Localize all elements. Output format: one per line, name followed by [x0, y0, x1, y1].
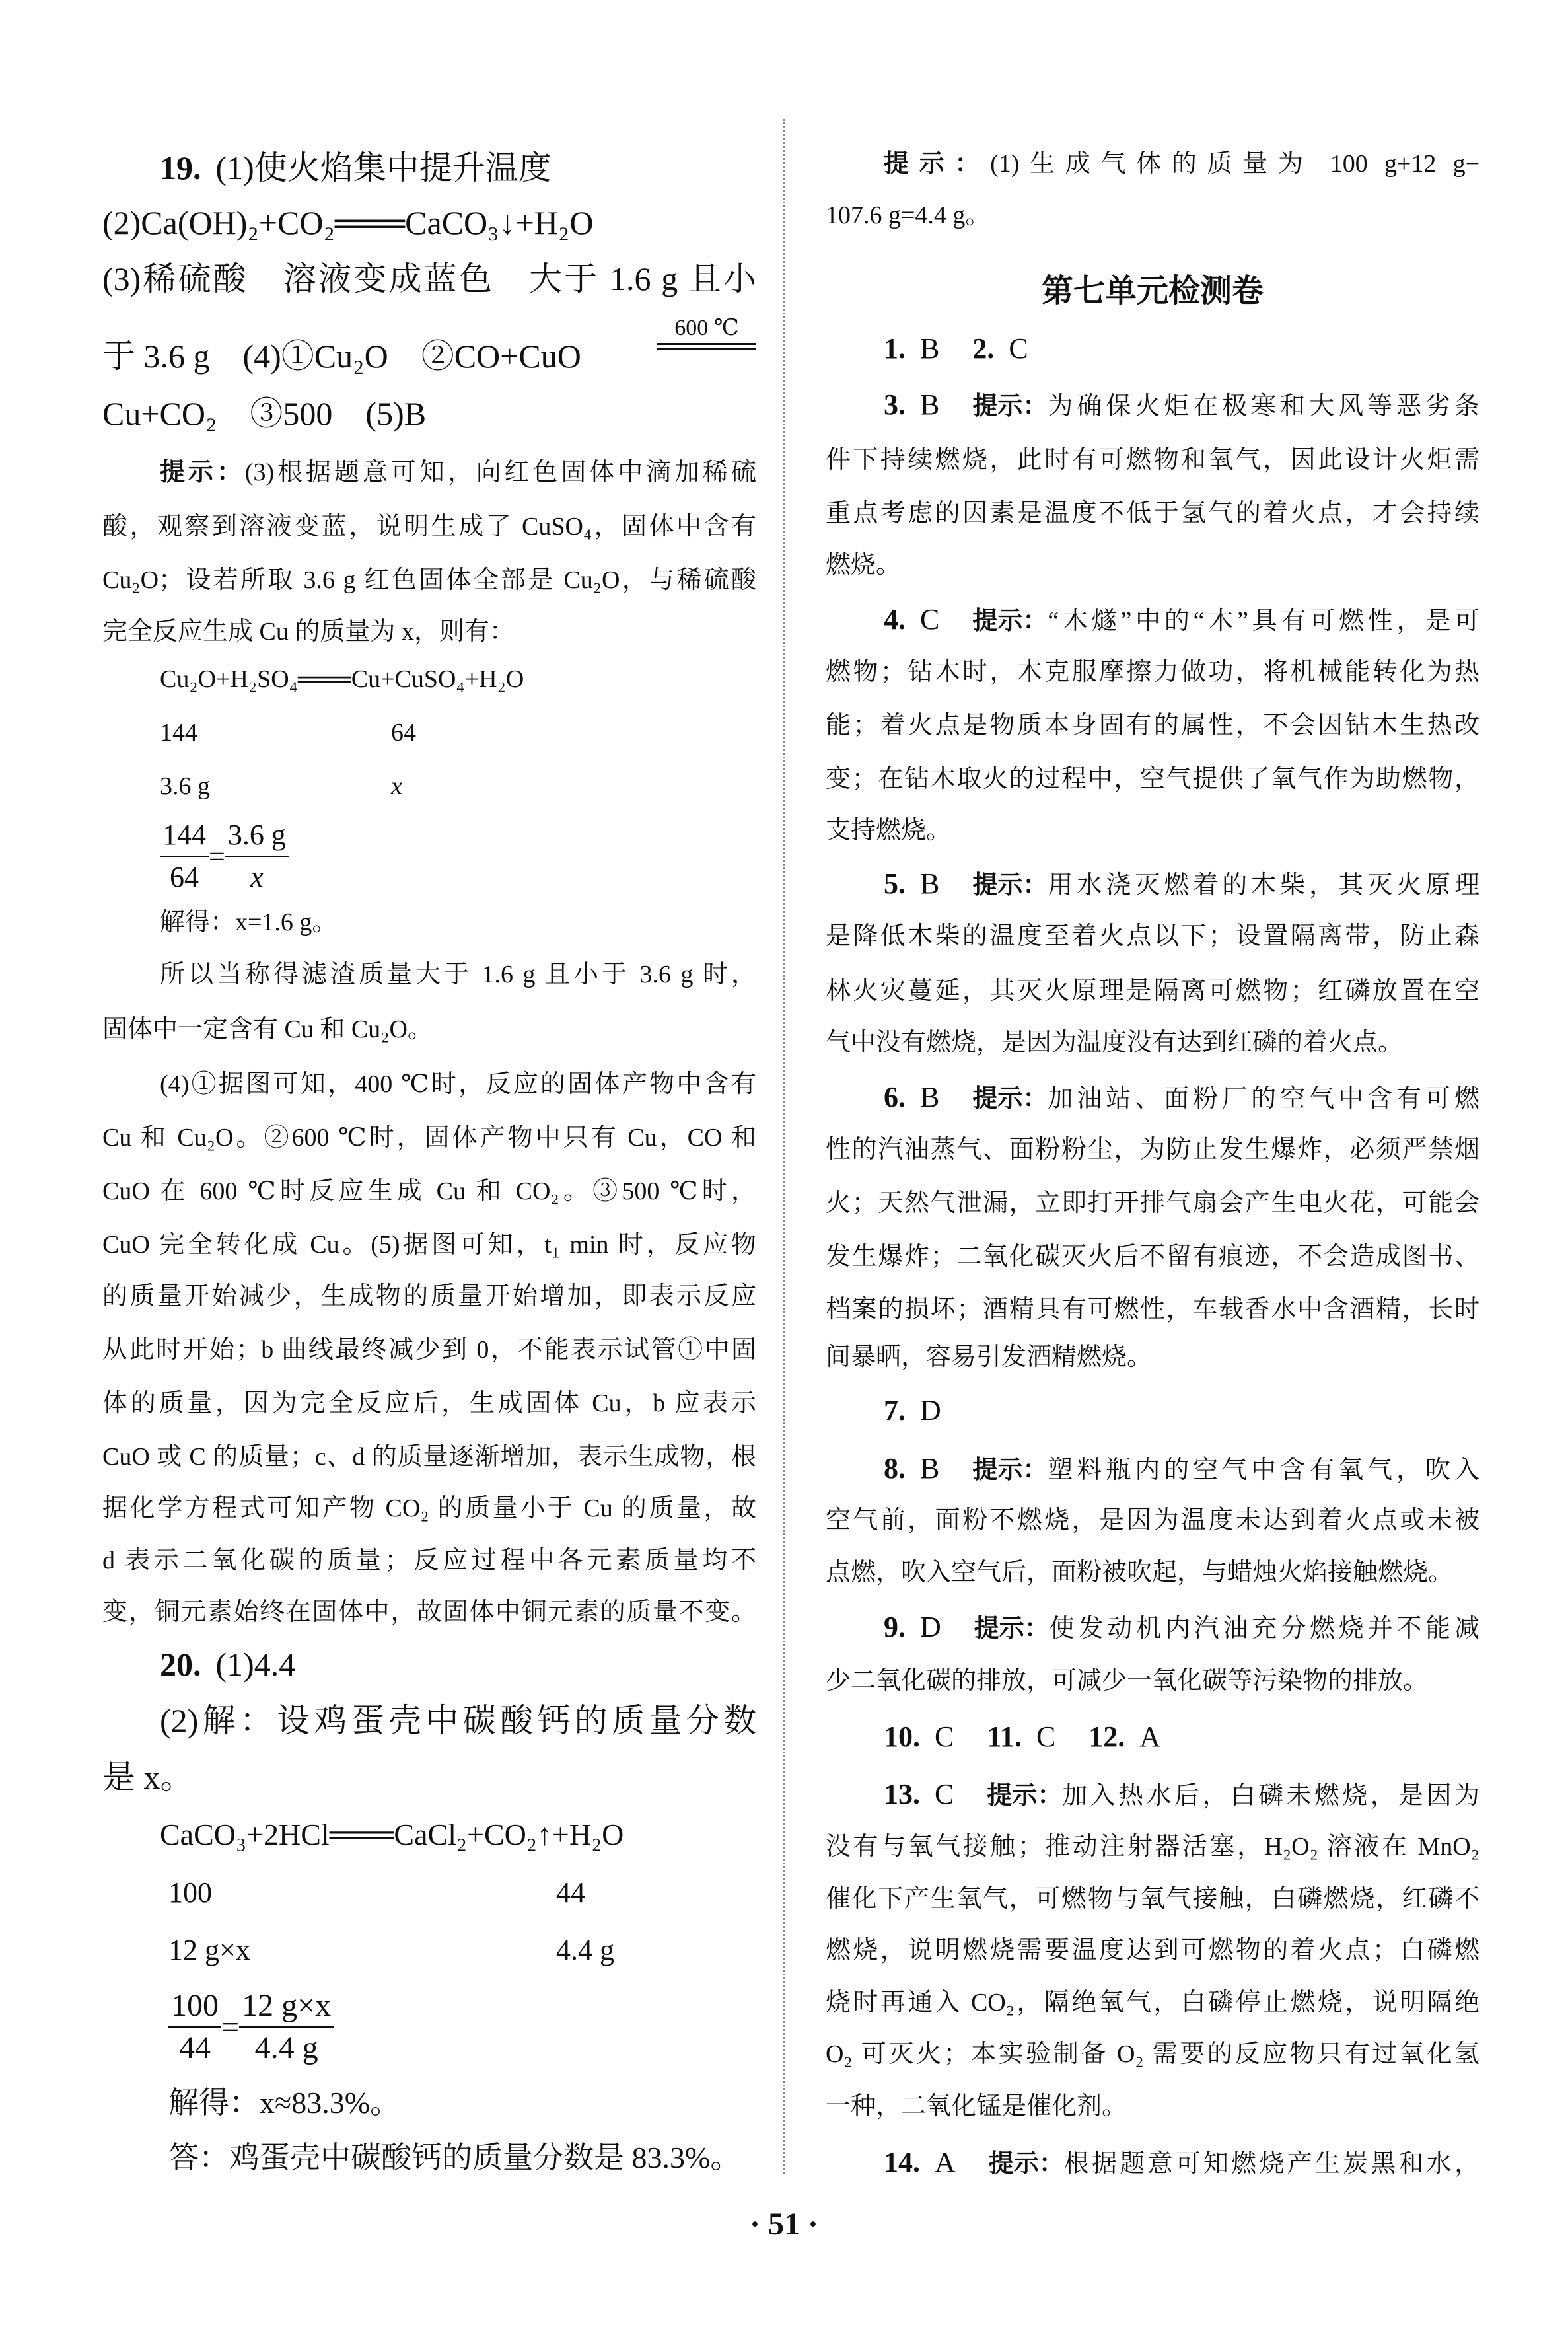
hint-line: 气中没有燃烧，是因为温度没有达到红磷的着火点。	[826, 1029, 1404, 1056]
hint-line: 能；着火点是物质本身固有的属性，不会因钻木生热改	[826, 712, 1479, 739]
hint-line: 档案的损坏；酒精具有可燃性，车载香水中含酒精，长时	[826, 1296, 1479, 1323]
hint-label: 提示：	[987, 1781, 1063, 1810]
hint-line: O₂ 可灭火；本实验制备 O₂ 需要的反应物只有过氧化氢	[826, 2040, 1479, 2068]
q4-line	[826, 593, 1479, 646]
q13-line	[826, 1768, 1479, 1821]
hint-label: 提示：	[972, 606, 1048, 635]
answers-row-1-2	[826, 322, 1479, 375]
answer-choice: C	[935, 1720, 954, 1753]
denominator: 4.4 g	[254, 2030, 318, 2065]
answer-choice: A	[935, 2146, 956, 2178]
q6-line	[826, 1071, 1479, 1124]
hint-line: 林火灾蔓延，其灭火原理是隔离可燃物；红磷放置在空	[826, 977, 1479, 1005]
q20-part2-cont: 是 x。	[102, 1759, 194, 1796]
q20-part1	[102, 1638, 756, 1691]
q14-line	[826, 2136, 1479, 2189]
hint-line: 点燃，吹入空气后，面粉被吹起，与蜡烛火焰接触燃烧。	[826, 1559, 1454, 1586]
answer-choice: C	[1036, 1720, 1056, 1753]
hint-text: 用水浇灭燃着的木柴，其灭火原理	[1048, 871, 1479, 899]
question-number: 8.	[884, 1452, 906, 1485]
hint-line: 催化下产生氧气，可燃物与氧气接触，白磷燃烧，红磷不	[826, 1885, 1479, 1913]
hint-label: 提示：	[972, 870, 1048, 899]
hint-line: 火；天然气泄漏，立即打开排气扇会产生电火花，可能会	[826, 1189, 1479, 1217]
q19-solve: 解得：x=1.6 g。	[160, 908, 338, 936]
q20-answer: 答：鸡蛋壳中碳酸钙的质量分数是 83.3%。	[168, 2141, 741, 2174]
column-divider	[783, 119, 785, 2174]
hint-label: 提示：	[972, 1084, 1048, 1113]
hint-line: 一种，二氧化锰是催化剂。	[826, 2092, 1127, 2120]
fraction-left	[168, 1985, 221, 2069]
q19-text-line: CuO 或 C 的质量；c、d 的质量逐渐增加，表示生成物，根	[102, 1443, 756, 1471]
answer-choice: B	[920, 867, 940, 900]
answer-choice: C	[1009, 332, 1028, 365]
hint-line: 是降低木柴的温度至着火点以下；设置隔离带，防止森	[826, 922, 1479, 950]
question-number: 9.	[884, 1611, 906, 1643]
page-number: · 51 ·	[749, 2207, 818, 2242]
q3-line	[826, 379, 1479, 431]
q20-equation: CaCO₃+2HCl═══CaCl₂+CO₂↑+H₂O	[160, 1818, 624, 1851]
hint-line: 性的汽油蒸气、面粉粉尘，为防止发生爆炸，必须严禁烟	[826, 1136, 1479, 1163]
ratio-value: 12 g×x	[168, 1934, 250, 1966]
q19-text-line: Cu 和 Cu₂O。②600 ℃时，固体产物中只有 Cu，CO 和	[102, 1124, 756, 1152]
hint-text: (1)生成气体的质量为 100 g+12 g−	[990, 150, 1479, 178]
equals-sign: =	[209, 840, 225, 873]
q5-line	[826, 858, 1479, 910]
fraction-right	[239, 1985, 334, 2069]
q19-equation: Cu₂O+H₂SO₄═══Cu+CuSO₄+H₂O	[160, 665, 524, 693]
answer-text: 于 3.6 g (4)①Cu₂O ②CO+CuO	[102, 338, 581, 375]
ratio-value: 3.6 g	[160, 772, 210, 800]
hint-label: 提示：	[974, 1613, 1050, 1642]
ratio-value: x	[391, 772, 402, 800]
answer-choice: B	[920, 1081, 940, 1113]
ratio-value: 100	[168, 1876, 212, 1909]
hint-line: 燃烧，说明燃烧需要温度达到可燃物的着火点；白磷燃	[826, 1937, 1479, 1964]
hint-label: 提示：	[988, 2149, 1064, 2178]
question-number: 14.	[884, 2146, 920, 2178]
reaction-condition: 600 ℃	[674, 316, 739, 340]
q19-hint-line	[102, 445, 756, 498]
q19-ratio-row	[102, 760, 756, 813]
hint-text: (3)根据题意可知，向红色固体中滴加稀硫	[244, 459, 756, 486]
reaction-condition-sign	[657, 315, 756, 350]
q20-proportion-fraction	[168, 1985, 334, 2069]
q19-hint-line: 完全反应生成 Cu 的质量为 x，则有：	[102, 618, 515, 646]
q19-text-line: 变，铜元素始终在固体中，故固体中铜元素的质量不变。	[102, 1598, 756, 1626]
q20-part2: (2)解：设鸡蛋壳中碳酸钙的质量分数	[160, 1702, 756, 1739]
answer-choice: D	[920, 1611, 941, 1643]
q19-text-line: 固体中一定含有 Cu 和 Cu₂O。	[102, 1015, 433, 1043]
q19-hint-line: 酸，观察到溶液变蓝，说明生成了 CuSO₄，固体中含有	[102, 513, 756, 540]
numerator: 12 g×x	[239, 1985, 334, 2028]
denominator: 64	[170, 861, 199, 893]
q20-hint-line	[826, 137, 1479, 190]
q19-part4	[102, 316, 756, 383]
answer-choice: A	[1139, 1720, 1161, 1753]
hint-line: 间暴晒，容易引发酒精燃烧。	[826, 1343, 1153, 1371]
section-title: 第七单元检测卷	[1041, 272, 1264, 309]
ratio-value: 4.4 g	[556, 1934, 614, 1966]
answers-row-10-12	[826, 1711, 1479, 1763]
q19-part2-equation: (2)Ca(OH)₂+CO₂═══CaCO₃↓+H₂O	[102, 204, 594, 241]
answer-text: (1)4.4	[215, 1646, 296, 1683]
question-number: 6.	[884, 1081, 906, 1113]
question-number: 5.	[884, 867, 906, 900]
hint-line: 变；在钻木取火的过程中，空气提供了氧气作为助燃物，	[826, 765, 1479, 793]
q19-ratio-row	[102, 706, 756, 759]
answer-choice: C	[935, 1778, 954, 1810]
q19-text-line: 的质量开始减少，生成物的质量开始增加，即表示反应	[102, 1282, 756, 1310]
hint-line: 烧时再通入 CO₂，隔绝氧气，白磷停止燃烧，说明隔绝	[826, 1989, 1479, 2016]
fraction-right	[225, 815, 289, 898]
hint-text: 使发动机内汽油充分燃烧并不能减	[1049, 1615, 1479, 1642]
hint-text: 加入热水后，白磷未燃烧，是因为	[1062, 1782, 1479, 1810]
question-number: 3.	[884, 388, 906, 421]
q19-text-line: 从此时开始；b 曲线最终减少到 0，不能表示试管①中固	[102, 1336, 756, 1364]
question-number: 4.	[884, 603, 906, 636]
question-number: 10.	[884, 1720, 920, 1753]
denominator: x	[250, 861, 264, 893]
question-number: 2.	[972, 332, 995, 365]
question-number: 19.	[160, 149, 201, 186]
q20-solve: 解得：x≈83.3%。	[168, 2086, 401, 2120]
hint-line: 燃烧。	[826, 551, 902, 579]
q19-text-line: (4)①据图可知，400 ℃时，反应的固体产物中含有	[160, 1070, 756, 1098]
hint-label: 提示：	[160, 457, 245, 486]
q9-line	[826, 1601, 1479, 1654]
q19-text-line: 体的质量，因为完全反应后，生成固体 Cu，b 应表示	[102, 1389, 756, 1417]
q19-hint-line: Cu₂O；设若所取 3.6 g 红色固体全部是 Cu₂O，与稀硫酸	[102, 566, 756, 594]
q19-text-line: CuO 完全转化成 Cu。(5)据图可知，t₁ min 时，反应物	[102, 1231, 756, 1259]
q19-text-line: 据化学方程式可知产物 CO₂ 的质量小于 Cu 的质量，故	[102, 1495, 756, 1522]
q8-line	[826, 1442, 1479, 1495]
question-number: 20.	[160, 1646, 201, 1683]
hint-text: 加油站、面粉厂的空气中含有可燃	[1048, 1085, 1479, 1113]
hint-line: 燃物；钻木时，木克服摩擦力做功，将机械能转化为热	[826, 658, 1479, 686]
q7-line	[826, 1384, 1479, 1437]
answer-choice: B	[920, 332, 940, 365]
answer-choice: D	[920, 1394, 941, 1426]
q20-ratio-row	[102, 1866, 756, 1919]
hint-text: 根据题意可知燃烧产生炭黑和水，	[1063, 2150, 1479, 2178]
hint-line: 发生爆炸；二氧化碳灭火后不留有痕迹，不会造成图书、	[826, 1243, 1479, 1271]
numerator: 100	[168, 1985, 221, 2028]
hint-text: “木燧”中的“木”具有可燃性，是可	[1048, 607, 1479, 635]
answer-choice: B	[920, 388, 940, 421]
q20-hint-line: 107.6 g=4.4 g。	[826, 202, 991, 229]
answer-choice: B	[920, 1452, 940, 1485]
hint-text: 塑料瓶内的空气中含有氧气，吹入	[1048, 1456, 1479, 1484]
question-number: 7.	[884, 1394, 906, 1426]
ratio-value: 64	[391, 719, 416, 747]
ratio-value: 44	[556, 1876, 585, 1909]
question-number: 13.	[884, 1778, 920, 1810]
equals-sign: =	[221, 2009, 240, 2045]
hint-line: 支持燃烧。	[826, 817, 952, 844]
q19-part1	[102, 141, 756, 194]
ratio-value: 144	[160, 719, 197, 747]
double-equals-sign	[657, 343, 756, 350]
q19-text-line: 所以当称得滤渣质量大于 1.6 g 且小于 3.6 g 时，	[160, 961, 756, 988]
question-number: 12.	[1088, 1720, 1125, 1753]
denominator: 44	[179, 2030, 211, 2065]
numerator: 144	[160, 815, 209, 857]
question-number: 11.	[987, 1720, 1022, 1753]
q19-text-line: CuO 在 600 ℃时反应生成 Cu 和 CO₂。③500 ℃时，	[102, 1177, 756, 1205]
q19-part3: (3)稀硫酸 溶液变成蓝色 大于 1.6 g 且小	[102, 260, 756, 297]
q19-text-line: d 表示二氧化碳的质量；反应过程中各元素质量均不	[102, 1547, 756, 1574]
hint-label: 提示：	[972, 391, 1048, 420]
hint-label: 提示：	[884, 149, 991, 178]
hint-text: 为确保火炬在极寒和大风等恶劣条	[1048, 392, 1479, 420]
q19-part5: Cu+CO₂ ③500 (5)B	[102, 395, 427, 432]
hint-line: 重点考虑的因素是温度不低于氢气的着火点，才会持续	[826, 499, 1479, 527]
question-number: 1.	[884, 332, 906, 365]
hint-line: 空气前，面粉不燃烧，是因为温度未达到着火点或未被	[826, 1506, 1479, 1534]
fraction-left	[160, 815, 209, 898]
answer-text: (1)使火焰集中提升温度	[215, 149, 552, 186]
answer-choice: C	[920, 603, 940, 636]
q20-ratio-row	[102, 1924, 756, 1977]
q19-proportion-fraction	[160, 815, 289, 898]
hint-line: 少二氧化碳的排放，可减少一氧化碳等污染物的排放。	[826, 1667, 1429, 1695]
hint-line: 件下持续燃烧，此时有可燃物和氧气，因此设计火炬需	[826, 446, 1479, 474]
numerator: 3.6 g	[225, 815, 289, 857]
hint-label: 提示：	[972, 1455, 1048, 1484]
hint-line: 没有与氧气接触；推动注射器活塞，H₂O₂ 溶液在 MnO₂	[826, 1833, 1479, 1861]
